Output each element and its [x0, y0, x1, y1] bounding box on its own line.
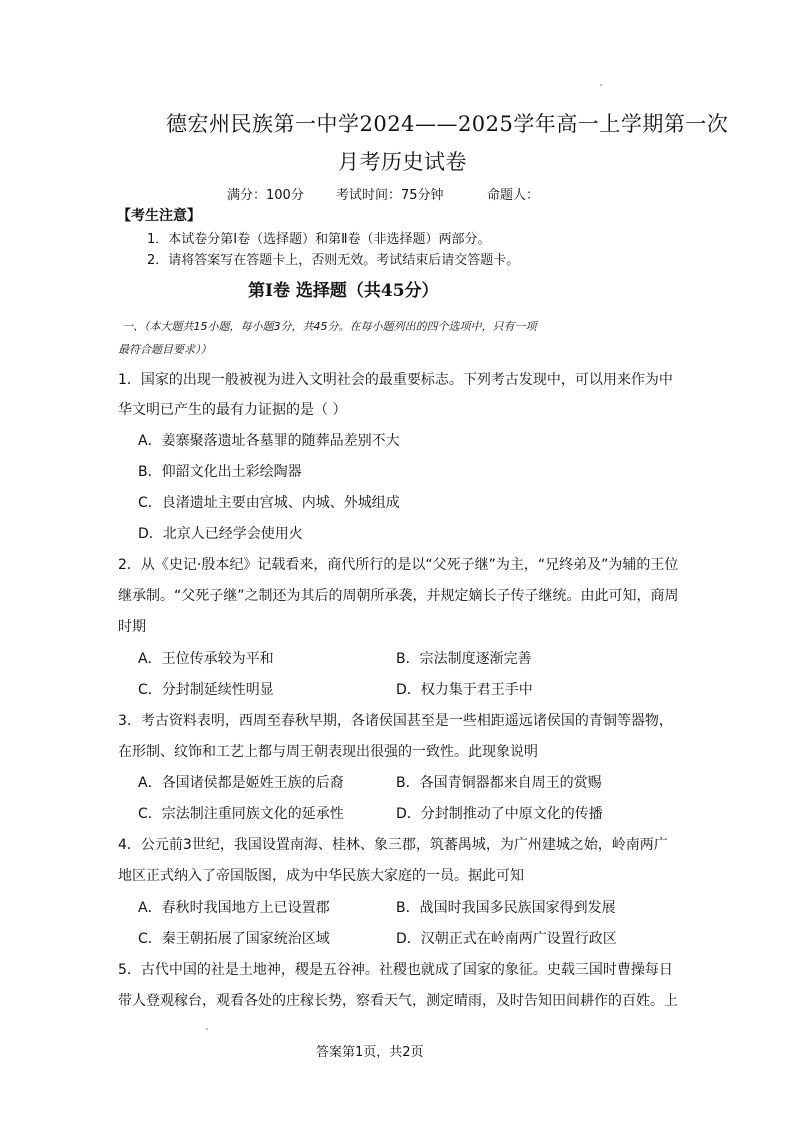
question-1-option-d: D．北京人已经学会使用火 [138, 526, 303, 542]
question-1-option-b: B．仰韶文化出土彩绘陶器 [138, 464, 302, 480]
question-3-text: 在形制、纹饰和工艺上都与周王朝表现出很强的一致性。此现象说明 [118, 744, 538, 760]
question-4-text: 地区正式纳入了帝国版图，成为中华民族大家庭的一员。据此可知 [118, 868, 524, 884]
scan-speck [600, 84, 602, 86]
question-3-option-a: A．各国诸侯都是姬姓王族的后裔 [138, 775, 344, 791]
scan-speck [206, 1028, 208, 1030]
exam-title-line1: 德宏州民族第一中学2024——2025学年高一上学期第一次 [166, 112, 729, 136]
notice-item: 2．请将答案写在答题卡上，否则无效。考试结束后请交答题卡。 [147, 253, 520, 268]
question-2-option-b: B．宗法制度逐渐完善 [396, 651, 532, 667]
question-2-text: 2．从《史记·殷本纪》记载看来，商代所行的是以“父死子继”为主，“兄终弟及”为辅的王位 [118, 557, 679, 573]
question-4-option-a: A．春秋时我国地方上已设置郡 [138, 900, 330, 916]
section-instruction: 最符合题目要求）） [118, 343, 212, 356]
question-5-text: 5．古代中国的社是土地神，稷是五谷神。社稷也就成了国家的象征。史载三国时曹操每日 [118, 962, 673, 978]
section-title: 第Ⅰ卷 选择题（共45分） [248, 281, 439, 301]
question-2-option-d: D．权力集于君王手中 [396, 682, 533, 698]
question-1-option-c: C．良渚遗址主要由宫城、内城、外城组成 [138, 495, 400, 511]
question-4-option-b: B．战国时我国多民族国家得到发展 [396, 900, 616, 916]
notice-item: 1．本试卷分第Ⅰ卷（选择题）和第Ⅱ卷（非选择题）两部分。 [147, 232, 491, 247]
question-2-text: 时期 [118, 619, 146, 635]
question-5-text: 带人登观稼台，观看各处的庄稼长势，察看天气，测定晴雨，及时告知田间耕作的百姓。上 [118, 993, 678, 1009]
question-2-option-a: A．王位传承较为平和 [138, 651, 274, 667]
section-instruction: 一、（本大题共15小题，每小题3分，共45分。在每小题列出的四个选项中，只有一项 [122, 320, 537, 333]
question-1-option-a: A．姜寨聚落遗址各墓罪的随葬品差别不大 [138, 433, 400, 449]
question-3-option-b: B．各国青铜器都来自周王的赏赐 [396, 775, 602, 791]
question-4-option-d: D．汉朝正式在岭南两广设置行政区 [396, 931, 617, 947]
question-1-text: 华文明已产生的最有力证据的是（ ） [118, 402, 347, 418]
full-score: 满分：100分 [227, 188, 304, 203]
page-footer: 答案第1页，共2页 [316, 1045, 424, 1060]
question-4-option-c: C．秦王朝拓展了国家统治区域 [138, 931, 330, 947]
notice-heading: 【考生注意】 [117, 208, 201, 224]
exam-title-line2: 月考历史试卷 [338, 150, 467, 174]
question-3-option-c: C．宗法制注重同族文化的延承性 [138, 806, 344, 822]
exam-time: 考试时间：75分钟 [336, 188, 444, 203]
question-1-text: 1．国家的出现一般被视为进入文明社会的最重要标志。下列考古发现中，可以用来作为中 [118, 372, 673, 388]
question-4-text: 4．公元前3世纪，我国设置南海、桂林、象三郡，筑蕃禺城，为广州建城之始，岭南两广 [118, 837, 668, 853]
question-3-text: 3．考古资料表明，西周至春秋早期，各诸侯国甚至是一些相距遥远诸侯国的青铜等器物， [118, 713, 673, 729]
author-label: 命题人： [487, 188, 540, 203]
question-3-option-d: D．分封制推动了中原文化的传播 [396, 806, 603, 822]
question-2-option-c: C．分封制延续性明显 [138, 682, 274, 698]
question-2-text: 继承制。“父死子继”之制还为其后的周朝所承袭，并规定嫡长子传子继统。由此可知，商周 [118, 588, 679, 604]
